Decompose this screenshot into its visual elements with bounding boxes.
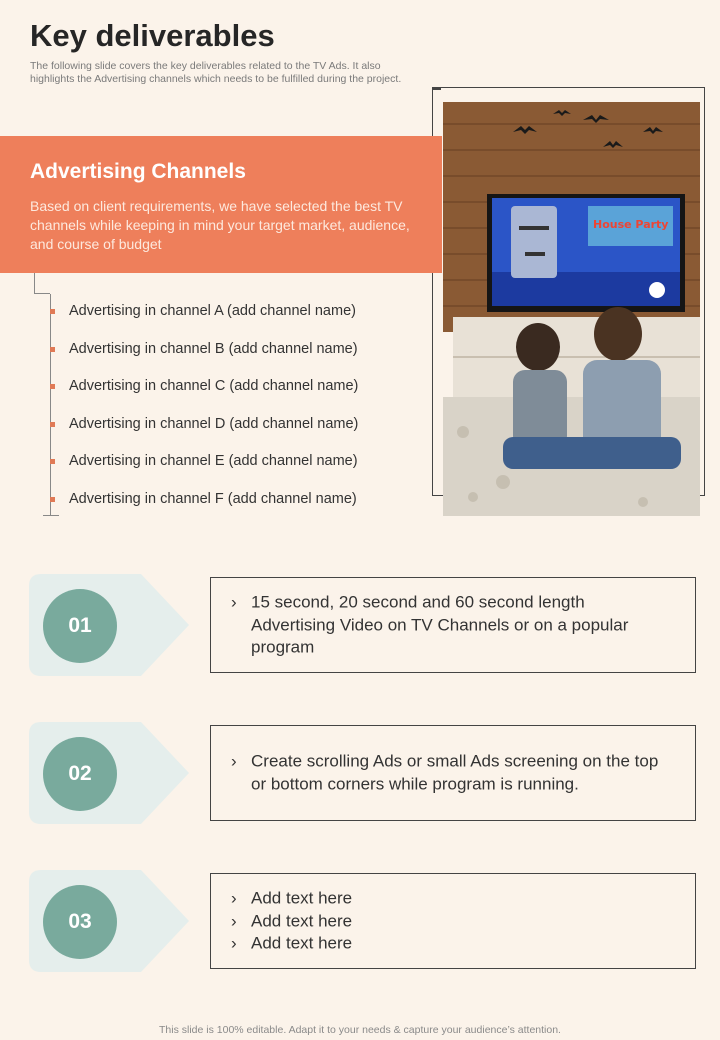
kids-watching-tv-photo: [443, 102, 700, 516]
tv-screen-text: House Party: [593, 218, 669, 231]
step-text-box: [210, 725, 696, 821]
list-item: Advertising in channel E (add channel name): [50, 453, 430, 473]
step-bullet: › Add text here: [231, 932, 671, 955]
step-text-box: [210, 577, 696, 673]
advertising-channels-title: Advertising Channels: [30, 160, 246, 183]
step-number-badge: 01: [43, 589, 117, 663]
step-number-badge: 03: [43, 885, 117, 959]
step-bullet: › Add text here: [231, 910, 671, 933]
tree-line: [50, 294, 51, 516]
deliverable-step-2: [29, 722, 696, 824]
step-bullet: › Create scrolling Ads or small Ads screening on the top or bottom corners while program is running.: [231, 751, 671, 796]
list-item: Advertising in channel F (add channel name): [50, 491, 430, 511]
step-text-box: [210, 873, 696, 969]
tree-connector: [34, 273, 50, 294]
list-item: Advertising in channel B (add channel name): [50, 341, 430, 361]
advertising-channels-description: Based on client requirements, we have selected the best TV channels while keeping in mind your target market, audience, and course of budget: [30, 198, 410, 252]
page-title: Key deliverables: [30, 18, 275, 53]
tree-end: [43, 515, 59, 516]
step-number-badge: 02: [43, 737, 117, 811]
list-item: Advertising in channel D (add channel name): [50, 416, 430, 436]
list-item: Advertising in channel A (add channel name): [50, 303, 430, 323]
deliverable-step-1: [29, 574, 696, 676]
footer-note: This slide is 100% editable. Adapt it to your needs & capture your audience’s attention.: [159, 1024, 561, 1036]
list-item: Advertising in channel C (add channel name): [50, 378, 430, 398]
step-bullet: › 15 second, 20 second and 60 second length Advertising Video on TV Channels or on a popular program: [231, 591, 671, 659]
step-bullet: › Add text here: [231, 887, 671, 910]
page-subtitle: The following slide covers the key deliverables related to the TV Ads. It also highlights the Advertising channels which needs to be fulfilled during the project.: [30, 60, 402, 85]
deliverable-step-3: [29, 870, 696, 972]
